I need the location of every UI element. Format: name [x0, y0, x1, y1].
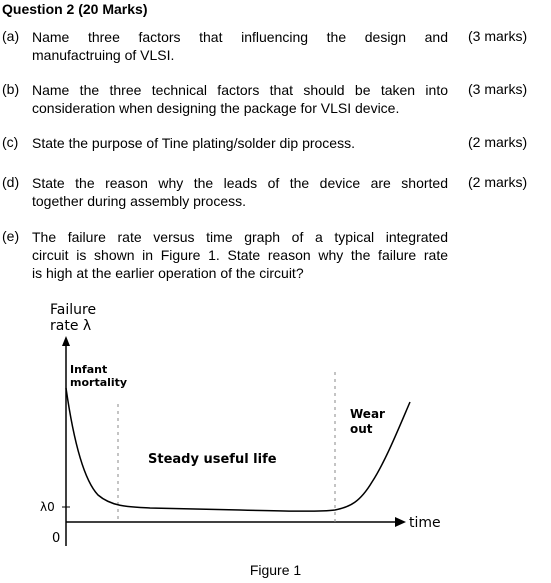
- question-e-line-2: circuit is shown in Figure 1. State reason why the failure rate: [32, 247, 448, 263]
- question-a-marks: (3 marks): [468, 28, 528, 44]
- question-d-line-1: State the reason why the leads of the device are shorted: [32, 175, 448, 191]
- question-d-line-2: together during assembly process.: [32, 193, 246, 209]
- question-title: Question 2 (20 Marks): [2, 1, 148, 17]
- question-c-marks: (2 marks): [468, 134, 528, 150]
- question-e-label: (e): [2, 228, 20, 244]
- wearout-label-line-2: out: [350, 422, 373, 436]
- y-axis-arrow: [62, 336, 70, 346]
- x-axis-arrow: [395, 517, 406, 527]
- question-c-label: (c): [2, 134, 19, 150]
- question-b-line-2: consideration when designing the package for VLSI device.: [32, 100, 400, 116]
- lambda0-label: λ0: [40, 500, 55, 514]
- question-e-line-3: is high at the earlier operation of the circuit?: [32, 265, 304, 281]
- question-e-line-1: The failure rate versus time graph of a typical integrated: [32, 229, 448, 245]
- question-d-label: (d): [2, 174, 20, 190]
- infant-label-line-2: mortality: [70, 376, 128, 389]
- question-b-line-1: Name the three technical factors that should be taken into: [32, 82, 448, 98]
- question-a-line-1: Name three factors that influencing the design and: [32, 29, 448, 45]
- infant-label-line-1: Infant: [70, 363, 108, 376]
- steady-life-label: Steady useful life: [148, 452, 277, 467]
- wearout-label-line-1: Wear: [350, 407, 385, 421]
- question-d-marks: (2 marks): [468, 174, 528, 190]
- origin-label: 0: [52, 531, 61, 546]
- figure-caption: Figure 1: [249, 562, 302, 578]
- question-c-line-1: State the purpose of Tine plating/solder dip process.: [32, 135, 355, 151]
- y-label-line-1: Failure: [50, 302, 97, 318]
- question-a-line-2: manufactruing of VLSI.: [32, 47, 175, 63]
- question-a-label: (a): [2, 28, 20, 44]
- question-b-label: (b): [2, 81, 20, 97]
- question-b-marks: (3 marks): [468, 81, 528, 97]
- y-label-line-2: rate λ: [50, 318, 92, 334]
- x-axis-label: time: [409, 515, 441, 531]
